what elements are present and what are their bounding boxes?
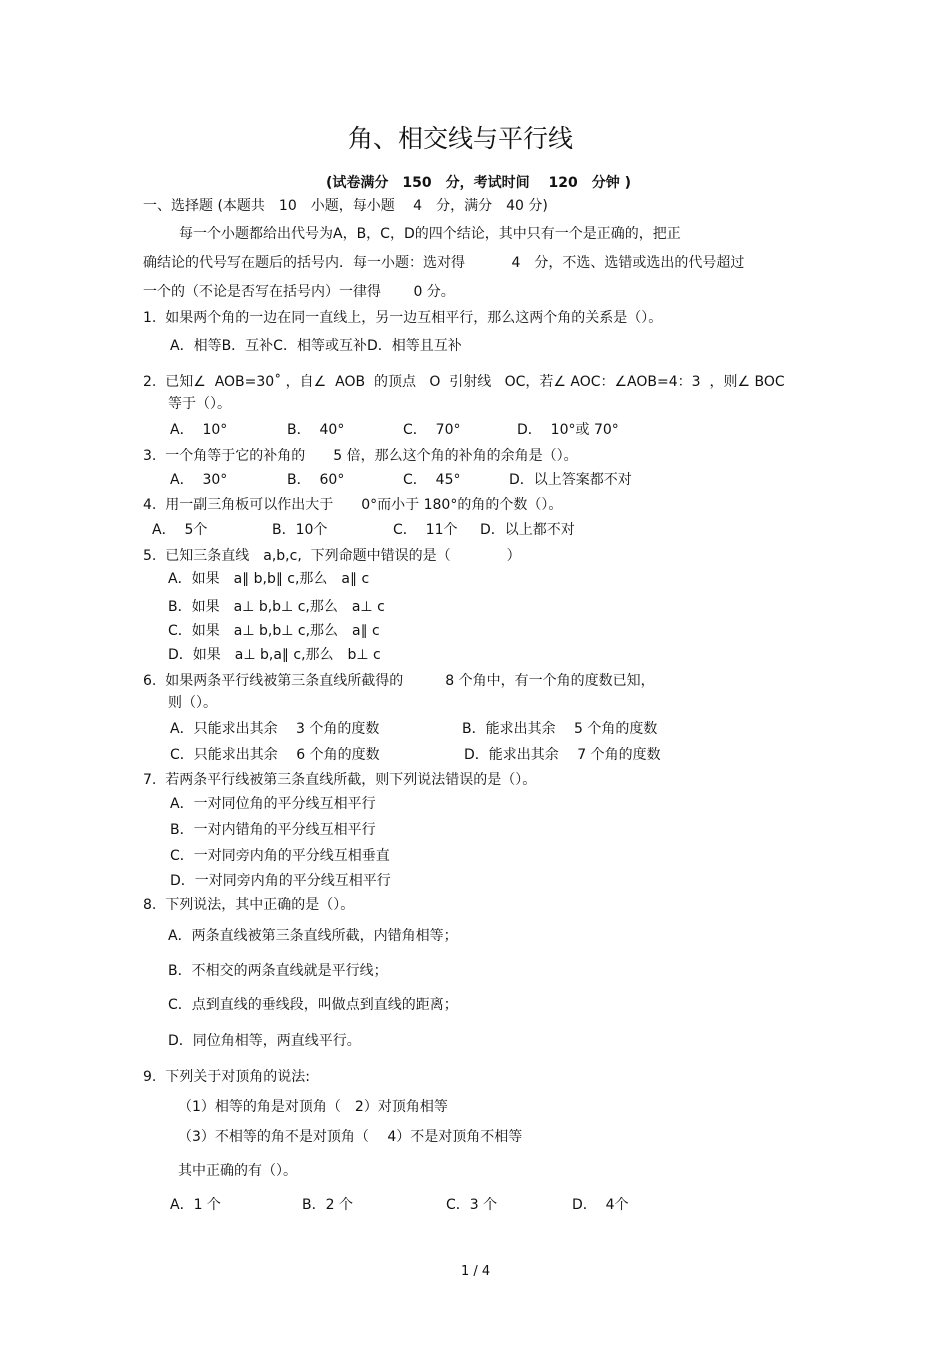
question-9-option-a: A．1 个 [170,1197,221,1213]
question-3-option-a: A． 30° [170,472,228,488]
question-6-option-d: D．能求出其余 7 个角的度数 [464,747,661,763]
question-4-option-d: D．以上都不对 [480,522,575,538]
question-1-stem: 1. 如果两个角的一边在同一直线上，另一边互相平行，那么这两个角的关系是（）。 [143,310,663,326]
question-5-option-c: C．如果 a⊥ b,b⊥ c,那么 a∥ c [168,623,380,639]
question-2-stem: 2. 已知∠ AOB=30˚ ，自∠ AOB 的顶点 O 引射线 OC，若∠ AOC：∠AOB=4：3 ，则∠ BOC [143,374,785,390]
question-9-stem: 9. 下列关于对顶角的说法: [143,1069,310,1085]
question-2-option-d: D． 10°或 70° [517,422,619,438]
question-7-option-d: D．一对同旁内角的平分线互相平行 [170,873,391,889]
question-6-option-b: B．能求出其余 5 个角的度数 [462,721,658,737]
question-6-stem-cont: 则（）。 [168,695,217,711]
question-8-option-c: C．点到直线的垂线段，叫做点到直线的距离； [168,997,458,1013]
question-3-stem: 3. 一个角等于它的补角的 5 倍，那么这个角的补角的余角是（）。 [143,448,578,464]
question-3-option-b: B． 60° [287,472,345,488]
question-2-option-c: C． 70° [403,422,461,438]
question-5-option-a: A．如果 a∥ b,b∥ c,那么 a∥ c [168,571,370,587]
question-9-ask: 其中正确的有（）。 [178,1163,297,1179]
question-8-option-a: A．两条直线被第三条直线所截，内错角相等； [168,928,458,944]
question-1-options: A．相等B．互补C．相等或互补D．相等且互补 [170,338,462,354]
question-7-option-b: B．一对内错角的平分线互相平行 [170,822,376,838]
exam-info: (试卷满分 150 分，考试时间 120 分钟 ) [326,175,631,191]
question-8-option-b: B．不相交的两条直线就是平行线； [168,963,388,979]
instruction-line-2: 确结论的代号写在题后的括号内．每一小题：选对得 4 分，不选、选错或选出的代号超过 [143,255,745,271]
question-4-option-c: C． 11个 [393,522,458,538]
page-title: 角、相交线与平行线 [348,124,574,153]
question-3-option-c: C． 45° [403,472,461,488]
question-8-option-d: D．同位角相等，两直线平行。 [168,1033,361,1049]
question-2-stem-cont: 等于（）。 [168,396,231,412]
instruction-line-3: 一个的（不论是否写在括号内）一律得 0 分。 [143,284,455,300]
page-number: 1 / 4 [461,1264,491,1279]
question-5-stem: 5. 已知三条直线 a,b,c, 下列命题中错误的是（ ） [143,548,521,564]
question-9-option-b: B．2 个 [302,1197,353,1213]
question-2-option-b: B． 40° [287,422,345,438]
question-4-option-b: B．10个 [272,522,328,538]
question-4-stem: 4. 用一副三角板可以作出大于 0°而小于 180°的角的个数（）。 [143,497,563,513]
instruction-line-1: 每一个小题都给出代号为A，B，C，D的四个结论，其中只有一个是正确的，把正 [179,226,681,242]
question-9-option-c: C．3 个 [446,1197,498,1213]
question-5-option-b: B．如果 a⊥ b,b⊥ c,那么 a⊥ c [168,599,385,615]
question-8-stem: 8. 下列说法，其中正确的是（）。 [143,897,355,913]
question-9-statement-1: （1）相等的角是对顶角（ 2）对顶角相等 [178,1099,448,1115]
question-6-option-a: A．只能求出其余 3 个角的度数 [170,721,380,737]
question-9-statement-2: （3）不相等的角不是对顶角（ 4）不是对顶角不相等 [178,1129,523,1145]
section-heading: 一、选择题 (本题共 10 小题，每小题 4 分，满分 40 分) [143,198,548,214]
question-6-stem: 6. 如果两条平行线被第三条直线所截得的 8 个角中，有一个角的度数已知， [143,673,655,689]
question-7-option-c: C．一对同旁内角的平分线互相垂直 [170,848,390,864]
question-9-option-d: D． 4个 [572,1197,629,1213]
question-6-option-c: C．只能求出其余 6 个角的度数 [170,747,380,763]
question-7-option-a: A．一对同位角的平分线互相平行 [170,796,376,812]
question-7-stem: 7. 若两条平行线被第三条直线所截，则下列说法错误的是（）。 [143,772,537,788]
question-4-option-a: A． 5个 [152,522,208,538]
question-2-option-a: A． 10° [170,422,228,438]
question-5-option-d: D．如果 a⊥ b,a∥ c,那么 b⊥ c [168,647,381,663]
question-3-option-d: D．以上答案都不对 [509,472,632,488]
